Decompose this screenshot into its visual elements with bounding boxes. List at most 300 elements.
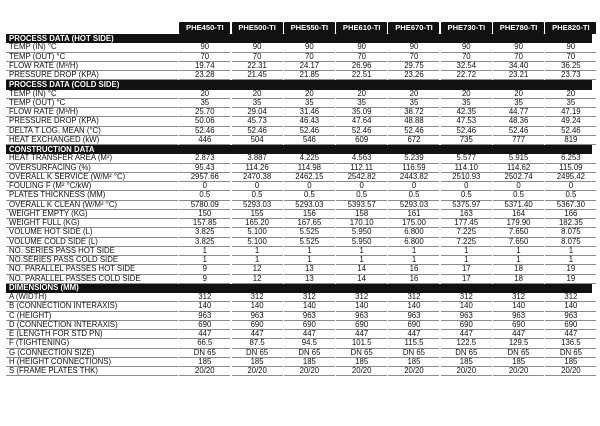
row-value: 19 (545, 265, 596, 274)
section-header-row (6, 284, 592, 293)
row-label: G (CONNECTION SIZE) (6, 349, 178, 358)
row-value: 0 (284, 182, 335, 191)
row-value: 5.915 (493, 154, 544, 163)
row-value: 185 (545, 358, 596, 367)
row-label: PRESSURE DROP (KPA) (6, 117, 178, 126)
row-value: 2.873 (179, 154, 230, 163)
row-value: 185 (284, 358, 335, 367)
row-label: WEIGHT FULL (KG) (6, 219, 178, 228)
section-title: PROCESS DATA (COLD SIDE) (9, 80, 120, 89)
row-value: 21.85 (284, 71, 335, 80)
row-value: 20 (493, 90, 544, 99)
row-value: 20 (232, 90, 283, 99)
row-value: 70 (179, 53, 230, 62)
row-value: 25.70 (179, 108, 230, 117)
row-value: 156 (284, 210, 335, 219)
row-value: DN 65 (179, 349, 230, 358)
row-value: 1 (336, 247, 387, 256)
row-value: 3.825 (179, 228, 230, 237)
row-value: 166 (545, 210, 596, 219)
row-value: 9 (179, 275, 230, 284)
row-value: 20/20 (284, 367, 335, 376)
row-value: 609 (336, 136, 387, 145)
row-value: DN 65 (336, 349, 387, 358)
row-value: 35 (232, 99, 283, 108)
row-value: DN 65 (388, 349, 439, 358)
row-value: 690 (336, 321, 387, 330)
row-value: 2542.82 (336, 173, 387, 182)
row-label: PRESSURE DROP (KPA) (6, 71, 178, 80)
model-header: PHE820-TI (545, 22, 596, 34)
row-value: 6.800 (388, 238, 439, 247)
row-value: 546 (284, 136, 335, 145)
row-value: 90 (545, 43, 596, 52)
row-value: 157.85 (179, 219, 230, 228)
row-value: 2495.42 (545, 173, 596, 182)
row-value: 5293.03 (388, 201, 439, 210)
row-label: H (HEIGHT CONNECTIONS) (6, 358, 178, 367)
row-value: 185 (493, 358, 544, 367)
row-value: 963 (232, 312, 283, 321)
row-value: 1 (336, 256, 387, 265)
row-value: 35 (179, 99, 230, 108)
row-value: 0.5 (232, 191, 283, 200)
row-value: 312 (493, 293, 544, 302)
row-value: 1 (441, 247, 492, 256)
row-value: 136.5 (545, 339, 596, 348)
row-value: 447 (545, 330, 596, 339)
row-value: 7.650 (493, 228, 544, 237)
row-value: 17 (441, 265, 492, 274)
row-value: 177.45 (441, 219, 492, 228)
row-value: 6.800 (388, 228, 439, 237)
row-value: 90 (441, 43, 492, 52)
row-value: 16 (388, 275, 439, 284)
table-row (6, 247, 592, 256)
row-value: 185 (232, 358, 283, 367)
row-value: 101.5 (336, 339, 387, 348)
row-value: 52.46 (336, 127, 387, 136)
row-value: 140 (232, 302, 283, 311)
row-label: F (TIGHTENING) (6, 339, 178, 348)
row-value: 0 (441, 182, 492, 191)
row-value: 12 (232, 275, 283, 284)
row-value: 20/20 (388, 367, 439, 376)
row-value: 504 (232, 136, 283, 145)
table-row (6, 293, 592, 302)
row-value: 5.239 (388, 154, 439, 163)
row-value: 447 (441, 330, 492, 339)
row-value: 1 (284, 256, 335, 265)
row-value: 20 (179, 90, 230, 99)
row-value: 70 (284, 53, 335, 62)
row-label: PLATES THICKNESS (MM) (6, 191, 178, 200)
row-value: 963 (284, 312, 335, 321)
row-value: 312 (441, 293, 492, 302)
row-value: 140 (284, 302, 335, 311)
row-value: 0 (232, 182, 283, 191)
row-value: 163 (441, 210, 492, 219)
row-label: NO. PARALLEL PASSES COLD SIDE (6, 275, 178, 284)
row-label: E (LENGTH FOR STD PN) (6, 330, 178, 339)
row-label: FLOW RATE (M³/H) (6, 108, 178, 117)
row-value: 49.24 (545, 117, 596, 126)
row-value: 5.577 (441, 154, 492, 163)
table-row (6, 219, 592, 228)
row-value: 35 (545, 99, 596, 108)
row-value: DN 65 (545, 349, 596, 358)
row-value: 20/20 (545, 367, 596, 376)
row-value: 5393.57 (336, 201, 387, 210)
row-value: 690 (441, 321, 492, 330)
row-value: 19 (545, 275, 596, 284)
row-value: 52.46 (388, 127, 439, 136)
table-row (6, 265, 592, 274)
table-row (6, 367, 592, 376)
row-value: 50.06 (179, 117, 230, 126)
header-spacer (6, 22, 178, 34)
row-value: 4.563 (336, 154, 387, 163)
row-value: 90 (336, 43, 387, 52)
table-row (6, 154, 592, 163)
row-value: 1 (545, 256, 596, 265)
row-value: 20 (336, 90, 387, 99)
row-value: 175.00 (388, 219, 439, 228)
row-value: 185 (388, 358, 439, 367)
section-title: CONSTRUCTION DATA (9, 145, 95, 154)
row-value: 1 (388, 247, 439, 256)
row-value: 963 (179, 312, 230, 321)
table-row (6, 358, 592, 367)
row-value: 155 (232, 210, 283, 219)
row-value: 35 (388, 99, 439, 108)
row-value: 963 (336, 312, 387, 321)
row-value: 5367.30 (545, 201, 596, 210)
row-label: FOULING F (M² °C/kW) (6, 182, 178, 191)
row-value: 1 (284, 247, 335, 256)
row-value: 312 (336, 293, 387, 302)
row-value: 150 (179, 210, 230, 219)
row-label: DELTA T LOG. MEAN (°C) (6, 127, 178, 136)
row-value: 19.74 (179, 62, 230, 71)
row-value: 140 (493, 302, 544, 311)
row-label: NO.SERIES PASS COLD SIDE (6, 256, 178, 265)
row-value: 447 (493, 330, 544, 339)
table-row (6, 349, 592, 358)
row-value: 114.26 (232, 164, 283, 173)
row-value: DN 65 (441, 349, 492, 358)
row-value: 36.25 (545, 62, 596, 71)
row-value: 26.96 (336, 62, 387, 71)
row-value: 5.525 (284, 238, 335, 247)
row-value: 312 (545, 293, 596, 302)
row-value: 17 (441, 275, 492, 284)
row-value: 140 (441, 302, 492, 311)
row-value: 2443.82 (388, 173, 439, 182)
row-label: HEAT EXCHANGED (kW) (6, 136, 178, 145)
row-value: 690 (179, 321, 230, 330)
table-row (6, 238, 592, 247)
row-value: DN 65 (232, 349, 283, 358)
row-value: 24.17 (284, 62, 335, 71)
row-value: 5780.09 (179, 201, 230, 210)
row-value: 45.73 (232, 117, 283, 126)
table-row (6, 302, 592, 311)
row-value: 90 (179, 43, 230, 52)
row-value: 90 (388, 43, 439, 52)
table-row (6, 210, 592, 219)
row-label: TEMP (OUT) °C (6, 99, 178, 108)
row-label: FLOW RATE (M³/H) (6, 62, 178, 71)
row-value: 5.950 (336, 238, 387, 247)
row-value: 963 (388, 312, 439, 321)
row-value: 2462.15 (284, 173, 335, 182)
row-value: 114.98 (284, 164, 335, 173)
row-value: 312 (388, 293, 439, 302)
row-value: 8.075 (545, 228, 596, 237)
row-value: 312 (284, 293, 335, 302)
table-row (6, 99, 592, 108)
table-row (6, 321, 592, 330)
row-value: 672 (388, 136, 439, 145)
row-value: 129.5 (493, 339, 544, 348)
row-value: 46.43 (284, 117, 335, 126)
section-title: PROCESS DATA (HOT SIDE) (9, 34, 114, 43)
row-value: 18 (493, 275, 544, 284)
row-value: 165.20 (232, 219, 283, 228)
row-value: 182.35 (545, 219, 596, 228)
row-value: 690 (388, 321, 439, 330)
row-value: 18 (493, 265, 544, 274)
row-value: 447 (388, 330, 439, 339)
row-value: 161 (388, 210, 439, 219)
row-value: 112.11 (336, 164, 387, 173)
model-header: PHE730-TI (441, 22, 492, 34)
row-value: 963 (545, 312, 596, 321)
row-value: 52.46 (179, 127, 230, 136)
row-value: 7.650 (493, 238, 544, 247)
row-value: 20 (388, 90, 439, 99)
row-value: 140 (336, 302, 387, 311)
row-value: 1 (179, 256, 230, 265)
model-header: PHE550-TI (284, 22, 335, 34)
row-value: 32.54 (441, 62, 492, 71)
row-value: 1 (179, 247, 230, 256)
row-value: 23.73 (545, 71, 596, 80)
row-label: NO. SERIES PASS HOT SIDE (6, 247, 178, 256)
row-value: 20/20 (232, 367, 283, 376)
table-row (6, 117, 592, 126)
row-value: 447 (336, 330, 387, 339)
row-value: 20/20 (179, 367, 230, 376)
row-value: 690 (545, 321, 596, 330)
row-label: WEIGHT EMPTY (KG) (6, 210, 178, 219)
row-value: 20 (284, 90, 335, 99)
row-value: 52.46 (441, 127, 492, 136)
table-row (6, 164, 592, 173)
row-value: 23.26 (388, 71, 439, 80)
row-value: 70 (493, 53, 544, 62)
row-value: 6.253 (545, 154, 596, 163)
table-body (6, 34, 592, 376)
row-value: 13 (284, 265, 335, 274)
row-value: 735 (441, 136, 492, 145)
row-value: 70 (545, 53, 596, 62)
row-value: 35.09 (336, 108, 387, 117)
table-row (6, 256, 592, 265)
row-value: 115.5 (388, 339, 439, 348)
row-value: 20 (545, 90, 596, 99)
row-value: 47.19 (545, 108, 596, 117)
row-value: 22.72 (441, 71, 492, 80)
row-value: 114.62 (493, 164, 544, 173)
row-value: 48.36 (493, 117, 544, 126)
row-label: HEAT TRANSFER AREA (M²) (6, 154, 178, 163)
row-value: 185 (336, 358, 387, 367)
spec-table (6, 22, 592, 404)
row-value: 70 (388, 53, 439, 62)
row-value: 0.5 (336, 191, 387, 200)
row-value: 1 (441, 256, 492, 265)
row-value: 52.46 (545, 127, 596, 136)
row-value: 0.5 (441, 191, 492, 200)
row-label: S (FRAME PLATES THK) (6, 367, 178, 376)
row-value: DN 65 (284, 349, 335, 358)
row-value: 0 (545, 182, 596, 191)
row-value: 312 (179, 293, 230, 302)
model-header: PHE500-TI (232, 22, 283, 34)
row-value: 70 (441, 53, 492, 62)
model-header: PHE610-TI (336, 22, 387, 34)
table-row (6, 136, 592, 145)
row-value: 31.46 (284, 108, 335, 117)
row-value: 0.5 (545, 191, 596, 200)
row-value: 20/20 (441, 367, 492, 376)
row-value: 14 (336, 265, 387, 274)
table-row (6, 228, 592, 237)
row-value: 777 (493, 136, 544, 145)
row-value: 0.5 (388, 191, 439, 200)
row-value: 48.88 (388, 117, 439, 126)
table-row (6, 173, 592, 182)
row-value: 2470.38 (232, 173, 283, 182)
row-value: 90 (232, 43, 283, 52)
row-value: 0 (336, 182, 387, 191)
row-value: DN 65 (493, 349, 544, 358)
row-value: 447 (284, 330, 335, 339)
model-header: PHE450-TI (179, 22, 230, 34)
row-value: 20 (441, 90, 492, 99)
row-value: 5.950 (336, 228, 387, 237)
row-value: 0 (493, 182, 544, 191)
row-value: 819 (545, 136, 596, 145)
row-value: 5.525 (284, 228, 335, 237)
row-value: 34.40 (493, 62, 544, 71)
row-label: A (WIDTH) (6, 293, 178, 302)
row-value: 170.10 (336, 219, 387, 228)
row-value: 35 (441, 99, 492, 108)
row-value: 0.5 (493, 191, 544, 200)
row-value: 47.53 (441, 117, 492, 126)
row-value: 140 (545, 302, 596, 311)
row-value: 179.90 (493, 219, 544, 228)
row-value: 12 (232, 265, 283, 274)
row-label: VOLUME HOT SIDE (L) (6, 228, 178, 237)
row-value: 2502.74 (493, 173, 544, 182)
table-row (6, 53, 592, 62)
row-value: 90 (284, 43, 335, 52)
row-value: 94.5 (284, 339, 335, 348)
row-value: 5293.03 (284, 201, 335, 210)
table-row (6, 127, 592, 136)
row-value: 35 (336, 99, 387, 108)
row-value: 1 (493, 247, 544, 256)
row-value: 114.10 (441, 164, 492, 173)
row-label: VOLUME COLD SIDE (L) (6, 238, 178, 247)
row-value: 312 (232, 293, 283, 302)
row-value: 7.225 (441, 228, 492, 237)
row-value: 0.5 (284, 191, 335, 200)
row-label: D (CONNECTION INTERAXIS) (6, 321, 178, 330)
row-value: 9 (179, 265, 230, 274)
table-row (6, 43, 592, 52)
row-label: OVERSURFACING (%) (6, 164, 178, 173)
row-label: OVERALL K CLEAN (W/M² °C) (6, 201, 178, 210)
row-value: 447 (179, 330, 230, 339)
row-value: 167.65 (284, 219, 335, 228)
table-row (6, 62, 592, 71)
row-value: 95.43 (179, 164, 230, 173)
row-value: 963 (493, 312, 544, 321)
row-value: 87.5 (232, 339, 283, 348)
row-value: 0 (179, 182, 230, 191)
row-value: 14 (336, 275, 387, 284)
model-header: PHE670-TI (388, 22, 439, 34)
table-row (6, 90, 592, 99)
table-row (6, 201, 592, 210)
table-row (6, 330, 592, 339)
row-value: 140 (179, 302, 230, 311)
row-value: 52.46 (493, 127, 544, 136)
row-value: 42.35 (441, 108, 492, 117)
row-value: 122.5 (441, 339, 492, 348)
row-value: 3.825 (179, 238, 230, 247)
row-value: 5371.40 (493, 201, 544, 210)
row-value: 5375.97 (441, 201, 492, 210)
row-value: 447 (232, 330, 283, 339)
row-value: 690 (284, 321, 335, 330)
table-row (6, 275, 592, 284)
table-row (6, 339, 592, 348)
row-value: 5.100 (232, 238, 283, 247)
row-value: 446 (179, 136, 230, 145)
row-value: 140 (388, 302, 439, 311)
row-value: 3.887 (232, 154, 283, 163)
table-row (6, 71, 592, 80)
row-value: 2957.66 (179, 173, 230, 182)
row-value: 1 (388, 256, 439, 265)
row-value: 185 (179, 358, 230, 367)
row-label: B (CONNECTION INTERAXIS) (6, 302, 178, 311)
row-value: 70 (232, 53, 283, 62)
row-value: 13 (284, 275, 335, 284)
row-value: 23.28 (179, 71, 230, 80)
row-value: 47.64 (336, 117, 387, 126)
row-value: 21.45 (232, 71, 283, 80)
row-value: 66.5 (179, 339, 230, 348)
row-label: OVERALL K SERVICE (W/M² °C) (6, 173, 178, 182)
row-value: 164 (493, 210, 544, 219)
